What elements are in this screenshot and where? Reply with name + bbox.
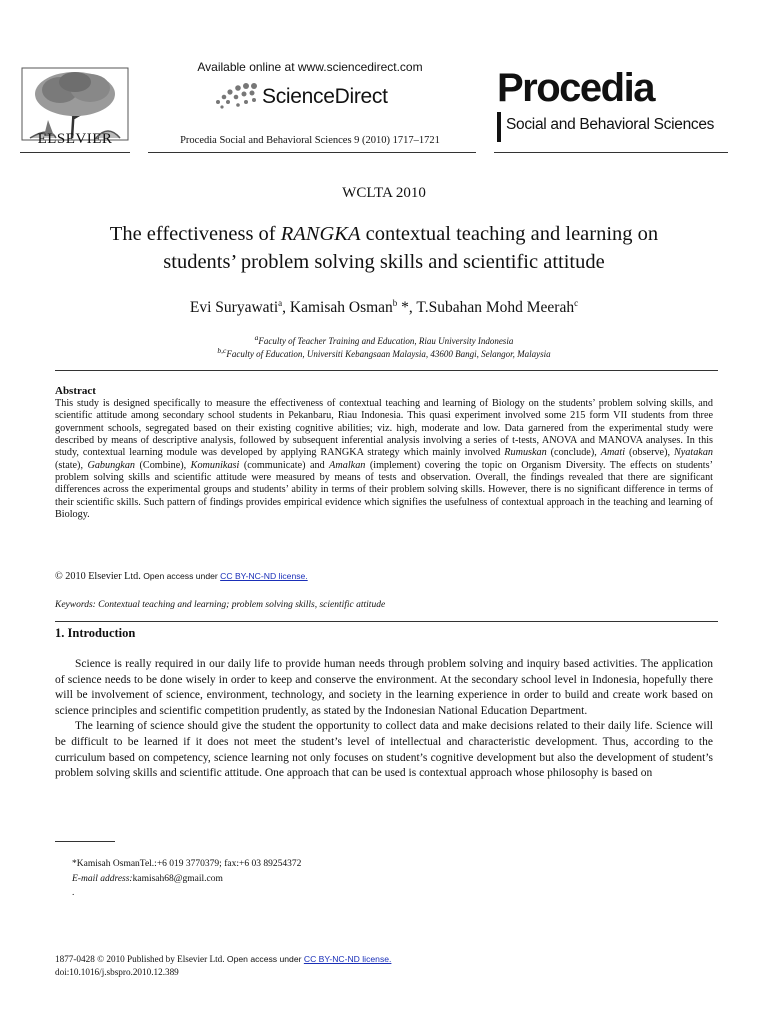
journal-reference: Procedia Social and Behavioral Sciences 9 (2010) 1717–1721 [180,135,440,146]
title-post: contextual teaching and learning on [360,223,659,245]
corresponding-mark: * [397,299,409,317]
footer-open-access: Open access under [224,954,304,964]
author-3: , T.Subahan Mohd Meerah [408,299,575,317]
affiliation-a-text: Faculty of Teacher Training and Education, Riau University Indonesia [258,336,514,346]
term-rumuskan: Rumuskan [504,447,547,459]
footer-issn: 1877-0428 © 2010 Published by Elsevier Ltd. [55,954,225,964]
license-link[interactable]: CC BY-NC-ND license. [220,571,308,581]
procedia-wordmark: Procedia [497,66,654,110]
keywords: Keywords: Contextual teaching and learning; problem solving skills, scientific attitude [55,600,386,610]
email-label: E-mail address: [72,874,133,884]
gloss-4: (Combine), [135,459,191,471]
author-2-sup: b [392,298,398,308]
author-2: , Kamisah Osman [282,299,393,317]
footnote-rule [55,841,115,842]
term-komunikasi: Komunikasi [190,459,240,471]
conference-name: WCLTA 2010 [342,185,426,201]
copyright-line [55,571,308,582]
gloss-5: (communicate) and [239,459,330,471]
abstract-heading: Abstract [55,385,96,397]
title-line2: students’ problem solving skills and scientific attitude [163,251,605,273]
sciencedirect-wordmark: ScienceDirect [262,85,388,108]
header-rule-left [20,152,130,153]
footnote-email [72,874,223,884]
affiliation-a-sup: a [254,333,259,342]
title-italic: RANGKA [280,223,361,245]
paper-title [40,220,728,276]
header-rule-right [494,152,728,153]
term-nyatakan: Nyatakan [673,447,714,459]
available-online: Available online at www.sciencedirect.com [197,60,423,74]
gloss-2: (observe), [625,447,674,459]
open-access-label: Open access under [140,571,221,581]
intro-top-rule [55,621,718,622]
copyright-text: © 2010 Elsevier Ltd. [55,571,141,582]
intro-body [55,657,713,782]
sciencedirect-dots-icon [212,80,260,110]
footer-doi: doi:10.1016/j.sbspro.2010.12.389 [55,967,179,977]
procedia-accent-bar [497,112,501,142]
affiliation-bc-sup: b,c [217,346,227,355]
footnote-contact: *Kamisah OsmanTel.:+6 019 3770379; fax:+6 03 89254372 [72,859,302,869]
gloss-3: (state), [55,459,88,471]
affiliation-bc [40,346,728,359]
affiliation-bc-text: Faculty of Education, Universiti Kebangsaan Malaysia, 43600 Bangi, Selangor, Malaysia [226,349,551,359]
term-amati: Amati [600,447,626,459]
gloss-1: (conclude), [546,447,601,459]
header-rule-center [148,152,476,153]
term-amalkan: Amalkan [329,459,366,471]
author-list [40,298,728,317]
intro-paragraph-1: Science is really required in our daily life to provide human needs through problem solving and inquiry based activities. The application of science needs to be done wisely in order to keep and conserve the environment. At the secondary school level in Indonesia, hopefully there will be involvement of science, environment, technology, and society in the learning experience in order to build and create work based on science principles and scientific competition prudently, as stated by the Indonesian National Education Department. [55,658,713,717]
intro-heading: 1. Introduction [55,626,136,640]
abstract-top-rule [55,370,718,371]
affiliation-a [40,333,728,346]
email-address[interactable]: kamisah68@gmail.com [132,874,223,884]
abstract-part1: This study is designed specifically to measure the effectiveness of contextual teaching and learning of Biology on the students’ problem solving skills, and scientific attitude among secondary school students in Pekanbaru, Riau Indonesia. This quasi experiment involved some 215 form VII students from three government schools, segregated based on their existing cognitive abilities; viz. high, moderate and low. Data garnered from the experimental study were described by means of descriptive analysis, followed by subsequent inferential analysis involving a series of t-tests, ANOVA and MANOVA analyses. In this study, contextual learning module was developed by applying RANGKA strategy which mainly involved [55,398,713,459]
procedia-subtitle: Social and Behavioral Sciences [506,116,715,133]
abstract-body [55,398,713,521]
abstract-part2: (implement) covering the topic on Organism Diversity. The effects on students’ problem solving skills and scientific attitude were measured by means of tests and observation. Overall, the findings revealed that there are significant differences across the experimental groups and students’ ability in terms of their problem solving skills. However, there is no significant difference in terms of their scientific skills. Such pattern of findings provides empirical evidence which signifies the usefulness of contextual approach in the teaching and learning of Biology. [55,459,713,521]
footer-license-link[interactable]: CC BY-NC-ND license. [303,954,392,964]
author-3-sup: c [574,298,579,308]
author-1-sup: a [278,298,283,308]
title-pre: The effectiveness of [109,223,281,245]
footer-issn-line [55,954,391,964]
intro-paragraph-2: The learning of science should give the student the opportunity to collect data and make decisions related to their daily life. Science will be difficult to be learned if it does not meet the student’s level of intellectual and characteristic development. Thus, according to the curriculum based on competency, science learning not only focuses on student’s cognitive development but also the development of student’s problem solving skills and scientific attitude. One approach that can be used is contextual approach whose philosophy is based on [55,720,713,780]
author-1: Evi Suryawati [189,299,279,317]
publisher-name: ELSEVIER [37,131,113,147]
term-gabungkan: Gabungkan [87,459,136,471]
footnote-dot: . [72,888,75,898]
